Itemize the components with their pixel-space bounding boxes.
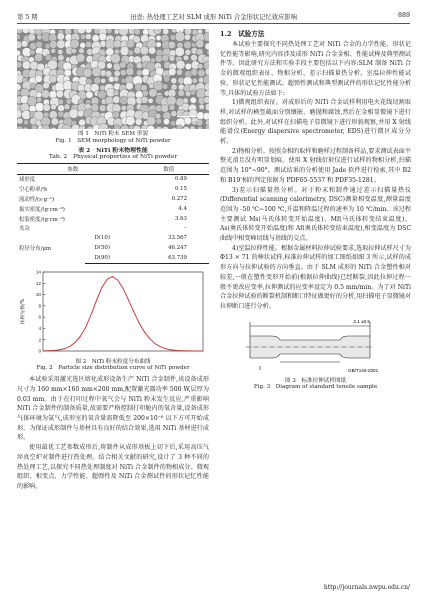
specimen-svg <box>220 314 411 378</box>
paragraph: 本试验采用激光选区熔化成形设备生产 NiTi 合金制件,该设备成形尺寸为 160 mm×160 mm×200 mm,配置激光器功率 500 W,层厚为 0.03 mm。由于在打印过程中氧气会与 NiTi 粉末发生反应,严重影响 NiTi 合金制件的制备质量,故需要严格控制打印舱内的氧含量,设备成形气体环境为氩气,成形室的氧含量需降低至 200×10⁻⁶ 以下方可开始成形。为保证成形制件与基材具有良好的结合效果,选用 NiTi 基材进行成形。 <box>17 376 209 442</box>
powder-particle <box>176 60 185 69</box>
powder-particle <box>58 49 63 54</box>
powder-particle <box>92 34 99 41</box>
powder-particle <box>198 69 205 76</box>
data-point <box>53 350 54 351</box>
powder-particle <box>175 47 184 56</box>
powder-particle <box>126 67 134 75</box>
y-tick-label: 0 <box>38 348 41 354</box>
powder-particle <box>148 98 153 103</box>
data-point <box>144 331 145 332</box>
powder-particle <box>148 47 155 54</box>
paragraph: 1)微观组织表征。对成形后的 NiTi 合金试样利用电火花线切割取样,对试样的横竖截面分别镶嵌、磨抛和腐蚀,然后在金相显微镜下进行组织分析。此外,对试样在扫描电子显微镜下进行形貌观察,并用 X 射线能谱仪(Energy dispersive spectrometer, EDS)进行微区成分分析。 <box>220 99 411 146</box>
data-point <box>64 348 65 349</box>
powder-particle <box>163 118 169 124</box>
powder-particle <box>141 96 148 103</box>
powder-particle <box>178 90 185 97</box>
y-tick-label: 12 <box>35 280 41 286</box>
powder-particle <box>49 41 57 49</box>
powder-particle <box>51 118 58 125</box>
powder-particle <box>191 54 198 61</box>
powder-particle <box>35 29 43 35</box>
powder-particle <box>78 29 86 34</box>
figure1-caption-cn: 图 1 NiTi 粉末 SEM 形貌 <box>77 131 149 137</box>
powder-particle <box>126 82 134 90</box>
table-row: 振实密度/(g·cm⁻³) 4.4 <box>19 205 187 213</box>
data-point <box>75 342 76 343</box>
powder-particle <box>128 50 134 56</box>
series-line <box>43 276 203 350</box>
y-tick-label: 2 <box>38 336 41 342</box>
powder-particle <box>156 118 162 124</box>
powder-particle <box>162 126 169 129</box>
powder-particle <box>113 40 121 48</box>
powder-particle <box>140 46 149 55</box>
paragraph: 使用最优工艺参数成形后,将制件从成形基板上切下后,采用高压气淬真空炉对制件进行热处理。结合相关文献的研究,设计了 3 种不同的热处理工艺,以探究不同热处理制度对 NiTi 合金制件的物相成分、微观组织、相变点、力学性能、超弹性及 NiTi 合金测试件的形状记忆性能的影响。 <box>17 444 209 490</box>
powder-particle <box>17 34 21 40</box>
powder-particle <box>163 29 169 35</box>
data-point <box>107 279 108 280</box>
powder-particle <box>169 105 175 111</box>
page-number: 889 <box>397 12 410 19</box>
powder-particle <box>155 55 162 62</box>
figure2-caption-cn: 图 2 NiTi 粉末粒度分布曲线 <box>75 358 151 365</box>
powder-particle <box>197 126 202 129</box>
powder-particle <box>85 41 92 48</box>
powder-particle <box>135 118 142 125</box>
section-heading: 1.2 试验方法 <box>220 30 265 38</box>
powder-particle <box>142 90 148 96</box>
powder-particle <box>170 120 176 126</box>
data-point <box>123 288 124 289</box>
powder-particle <box>190 90 195 95</box>
powder-particle <box>23 127 28 129</box>
table-row: 流动性/(s·g⁻¹) 0.272 <box>19 196 187 204</box>
powder-particle <box>57 33 64 40</box>
powder-particle <box>171 111 177 117</box>
powder-particle <box>156 42 161 47</box>
table-row: D(50) 46.247 <box>94 244 187 251</box>
powder-particle <box>86 91 93 98</box>
y-tick-label: 8 <box>38 303 41 309</box>
data-point <box>133 311 134 312</box>
powder-particle <box>79 48 85 54</box>
powder-particle <box>120 47 129 56</box>
powder-particle <box>30 50 35 55</box>
data-point <box>69 346 70 347</box>
data-point <box>101 287 102 288</box>
powder-particle <box>167 96 177 106</box>
powder-particle <box>190 97 196 103</box>
powder-particle <box>51 127 57 129</box>
y-tick-label: 6 <box>38 314 41 320</box>
powder-particle <box>43 82 50 89</box>
footer-url: http://journals.nwpu.edu.cn/ <box>323 584 410 591</box>
standard-note: GB/T145-2001 <box>348 367 379 373</box>
data-point <box>155 343 156 344</box>
table2-caption-cn: 表 2 NiTi 粉末物理性能 <box>78 146 148 154</box>
powder-particle <box>111 54 121 64</box>
scale-label: 100 μm <box>181 118 199 124</box>
data-point <box>165 348 166 349</box>
plot-frame <box>43 272 203 351</box>
powder-particle <box>162 84 168 90</box>
powder-particle <box>34 53 42 61</box>
powder-particle <box>49 75 56 82</box>
table-row: 球形度 0.89 <box>19 176 187 184</box>
powder-particle <box>168 41 175 48</box>
powder-particle <box>49 111 57 119</box>
powder-particle <box>183 41 191 49</box>
data-point <box>160 346 161 347</box>
data-point <box>117 279 118 280</box>
right-column <box>220 29 411 391</box>
powder-particle <box>183 98 189 104</box>
powder-particle <box>69 109 79 119</box>
psd-label: 粒径分布/μm <box>19 246 51 253</box>
data-point <box>128 299 129 300</box>
powder-particle <box>51 104 57 110</box>
powder-particle <box>120 69 126 75</box>
powder-particle <box>156 35 161 40</box>
data-point <box>48 350 49 351</box>
data-point <box>96 300 97 301</box>
powder-particle <box>162 55 169 62</box>
figure3-caption-en: Fig. 3 Diagram of standard tensile sample <box>253 384 378 391</box>
powder-particle <box>41 90 49 98</box>
col-param-header: 参数 <box>17 163 129 174</box>
powder-particle <box>98 90 107 99</box>
powder-particle <box>94 77 101 84</box>
powder-particle <box>17 126 24 129</box>
powder-particle <box>66 99 72 105</box>
powder-particle <box>43 104 51 112</box>
powder-particle <box>85 29 92 33</box>
powder-particle <box>17 118 23 124</box>
powder-particle <box>207 50 209 55</box>
powder-particle <box>22 61 30 69</box>
powder-particle <box>57 40 66 49</box>
scale-bar <box>177 116 203 124</box>
powder-particle <box>83 68 92 77</box>
powder-particle <box>127 40 135 48</box>
powder-particle <box>35 75 42 82</box>
issue-number: 第 5 期 <box>17 14 38 21</box>
powder-particle <box>58 55 64 61</box>
y-tick-label: 14 <box>35 269 41 275</box>
powder-particle <box>56 90 64 98</box>
data-point <box>176 350 177 351</box>
powder-particle <box>45 54 52 61</box>
powder-particle <box>142 69 149 76</box>
table2-caption-en: Tab. 2 Physical properties of NiTi powder <box>48 153 178 160</box>
powder-particle <box>58 99 63 104</box>
powder-particle <box>171 78 177 84</box>
sem-image <box>17 29 209 129</box>
powder-particle <box>133 125 141 129</box>
paragraph: 2)物相分析。按照金相的取样和磨样过程制备样品,要求测试表面平整光滑且没有明显划痕。使用 X 射线衍射仪进行试样的物相分析,扫描范围为 10°~90°。测试结果的分析使用 Jade 软件进行检索,其中 B2 和 B19'相的判定依据为 PDF65-5537 和 PDF35-1281。 <box>220 147 411 184</box>
data-point <box>43 350 44 351</box>
powder-particle <box>192 78 198 84</box>
figure2-caption-en: Fig. 2 Particle size distribution curve of NiTi powder <box>36 365 190 372</box>
powder-particle <box>176 69 182 75</box>
psd-chart-svg <box>17 267 209 359</box>
y-tick-label: 4 <box>38 325 41 331</box>
data-point <box>187 350 188 351</box>
figure1-caption-en: Fig. 1 SEM morphology of NiTi powder <box>55 137 171 144</box>
powder-particle <box>175 32 185 42</box>
powder-particle <box>149 89 158 98</box>
powder-particle <box>78 110 84 116</box>
data-point <box>85 326 86 327</box>
data-point <box>91 314 92 315</box>
powder-particle <box>156 126 163 129</box>
powder-particle <box>185 49 191 55</box>
data-point <box>149 338 150 339</box>
powder-particle <box>205 103 209 111</box>
data-point <box>192 350 193 351</box>
data-point <box>197 350 198 351</box>
data-point <box>203 350 204 351</box>
powder-particle <box>196 40 204 48</box>
powder-particle <box>80 42 86 48</box>
powder-particle <box>113 90 119 96</box>
powder-particle <box>36 92 42 98</box>
powder-particle <box>168 68 176 76</box>
powder-particle <box>28 34 36 42</box>
powder-particle <box>35 102 44 111</box>
powder-particle <box>134 47 141 54</box>
powder-particle <box>106 29 112 34</box>
powder-particle <box>80 34 86 40</box>
powder-particle <box>185 91 191 97</box>
data-point <box>59 349 60 350</box>
powder-particle <box>71 48 77 54</box>
powder-particle <box>143 29 149 35</box>
powder-particle <box>203 112 209 119</box>
data-point <box>171 349 172 350</box>
particle-size-chart <box>17 267 209 359</box>
powder-particle <box>204 96 209 103</box>
table-row: D(90) 63.739 <box>17 253 209 263</box>
powder-particle <box>113 96 121 104</box>
data-point <box>181 350 182 351</box>
powder-particle <box>119 96 128 105</box>
powder-particle <box>85 34 91 40</box>
powder-particle <box>185 63 192 70</box>
table-row: 粒径分布/μm D(10) 33.567 <box>17 233 209 243</box>
powder-particle <box>184 29 191 35</box>
figure3-caption-cn: 图 3 标准拉伸试样图纸 <box>284 377 347 384</box>
powder-particle <box>178 84 184 90</box>
table-row: 夹杂 – <box>19 225 187 233</box>
powder-particle <box>205 83 209 92</box>
powder-particle <box>114 70 120 76</box>
powder-particle <box>136 62 142 68</box>
powder-particle <box>126 116 135 125</box>
powder-particle <box>191 69 198 76</box>
powder-particle <box>36 97 41 102</box>
tolerance-note: 2.1 ±0.5 <box>353 318 370 324</box>
powder-particle <box>134 29 140 35</box>
powder-properties-table <box>17 163 209 264</box>
paragraph: 3)差示扫描量热分析。对于粉末和制件通过差示扫描量热仪(Differential scanning calorimetry, DSC)测量相变温度,测量温度范围为 -50 ℃~100 ℃,升温和降温过程的速率为 10 ℃/min。该过程主要测试 Ms(马氏体转变开始温度)、Mf(马氏体转变结束温度)、As(奥氏体转变开始温度)和 Af(奥氏体转变结束温度),相变温度为 DSC 曲线中相变峰切线与基线的交点。 <box>220 186 411 243</box>
data-point <box>80 336 81 337</box>
powder-particle <box>205 43 209 50</box>
running-header <box>17 10 410 24</box>
powder-particle <box>17 84 21 91</box>
powder-particle <box>161 105 169 113</box>
powder-particle <box>64 104 70 110</box>
powder-particle <box>199 104 204 109</box>
powder-particle <box>70 39 79 48</box>
powder-particle <box>101 78 106 83</box>
powder-particle <box>190 126 196 129</box>
powder-particle <box>58 105 65 112</box>
running-title: 田壹: 热处理工艺对 SLM 成形 NiTi 合金形状记忆效应影响 <box>130 14 297 21</box>
data-point <box>112 276 113 277</box>
powder-particle <box>92 67 102 77</box>
powder-particle <box>120 62 127 69</box>
powder-particle <box>183 55 189 61</box>
powder-particle <box>64 69 72 77</box>
powder-particle <box>76 54 85 63</box>
paragraph: 本试验主要探究不同热处理工艺对 NiTi 合金的力学性能、形状记忆性能等影响,研究内容涉及成形 NiTi 合金金相、性能试棒及典型测试件等。因此研究方法和实验手段主要包括以下内容:SLM 制备 NiTi 合金的微观组织表征、物相分析、差示扫描量热分析、室温拉伸性能试验、形状记忆性能测试、超弹性测试和典型测试件的形状记忆性能分析等,具体的试验方法如下: <box>220 41 411 97</box>
y-axis-label: 体积分数/% <box>21 298 26 324</box>
powder-particle <box>119 29 129 36</box>
y-tick-label: 10 <box>35 291 41 297</box>
powder-particle <box>21 40 28 47</box>
powder-particle <box>164 76 170 82</box>
powder-particle <box>17 62 22 68</box>
powder-particle <box>99 105 106 112</box>
powder-particle <box>182 126 189 129</box>
powder-particle <box>121 105 127 111</box>
powder-particle <box>113 76 119 82</box>
powder-particle <box>99 33 107 41</box>
powder-particle <box>23 120 28 125</box>
powder-particle <box>113 111 120 118</box>
powder-particle <box>147 116 156 125</box>
powder-particle <box>51 48 56 53</box>
powder-particle <box>22 29 29 33</box>
powder-particle <box>203 32 209 41</box>
left-column <box>17 29 209 492</box>
col-value-header: 数值 <box>129 163 209 174</box>
table-row: 空心粉率/% 0.15 <box>19 186 187 194</box>
paragraph: 4)室温拉伸性能。根据金属材料拉伸试验要求,选取拉伸试样尺寸为 Φ13 × 71 的棒状试样,标准拉伸试样的加工图纸如图 3 所示,试样的成形方向与拉伸试验的方向垂直。由于 SLM 成形的 NiTi 合金塑性相对较差,一般在塑性变形开始前(根据拉伸曲线)已经断裂,因此拉伸过程一般不更改应变率,拉伸测试的应变率设定为 0.5 mm/min。为了对 NiTi 合金拉伸试验的断裂机制和断口特征做更好的分析,用扫描电子显微镜对拉伸断口进行分析。 <box>220 244 411 310</box>
table-row: 松装密度/(g·cm⁻³) 3.63 <box>19 215 187 223</box>
powder-particle <box>107 63 113 69</box>
tensile-specimen-drawing <box>220 314 411 378</box>
powder-particle <box>17 29 23 34</box>
powder-particle <box>198 64 203 69</box>
powder-particle <box>184 34 190 40</box>
data-point <box>139 322 140 323</box>
powder-particle <box>136 70 143 77</box>
powder-particle <box>169 55 175 61</box>
